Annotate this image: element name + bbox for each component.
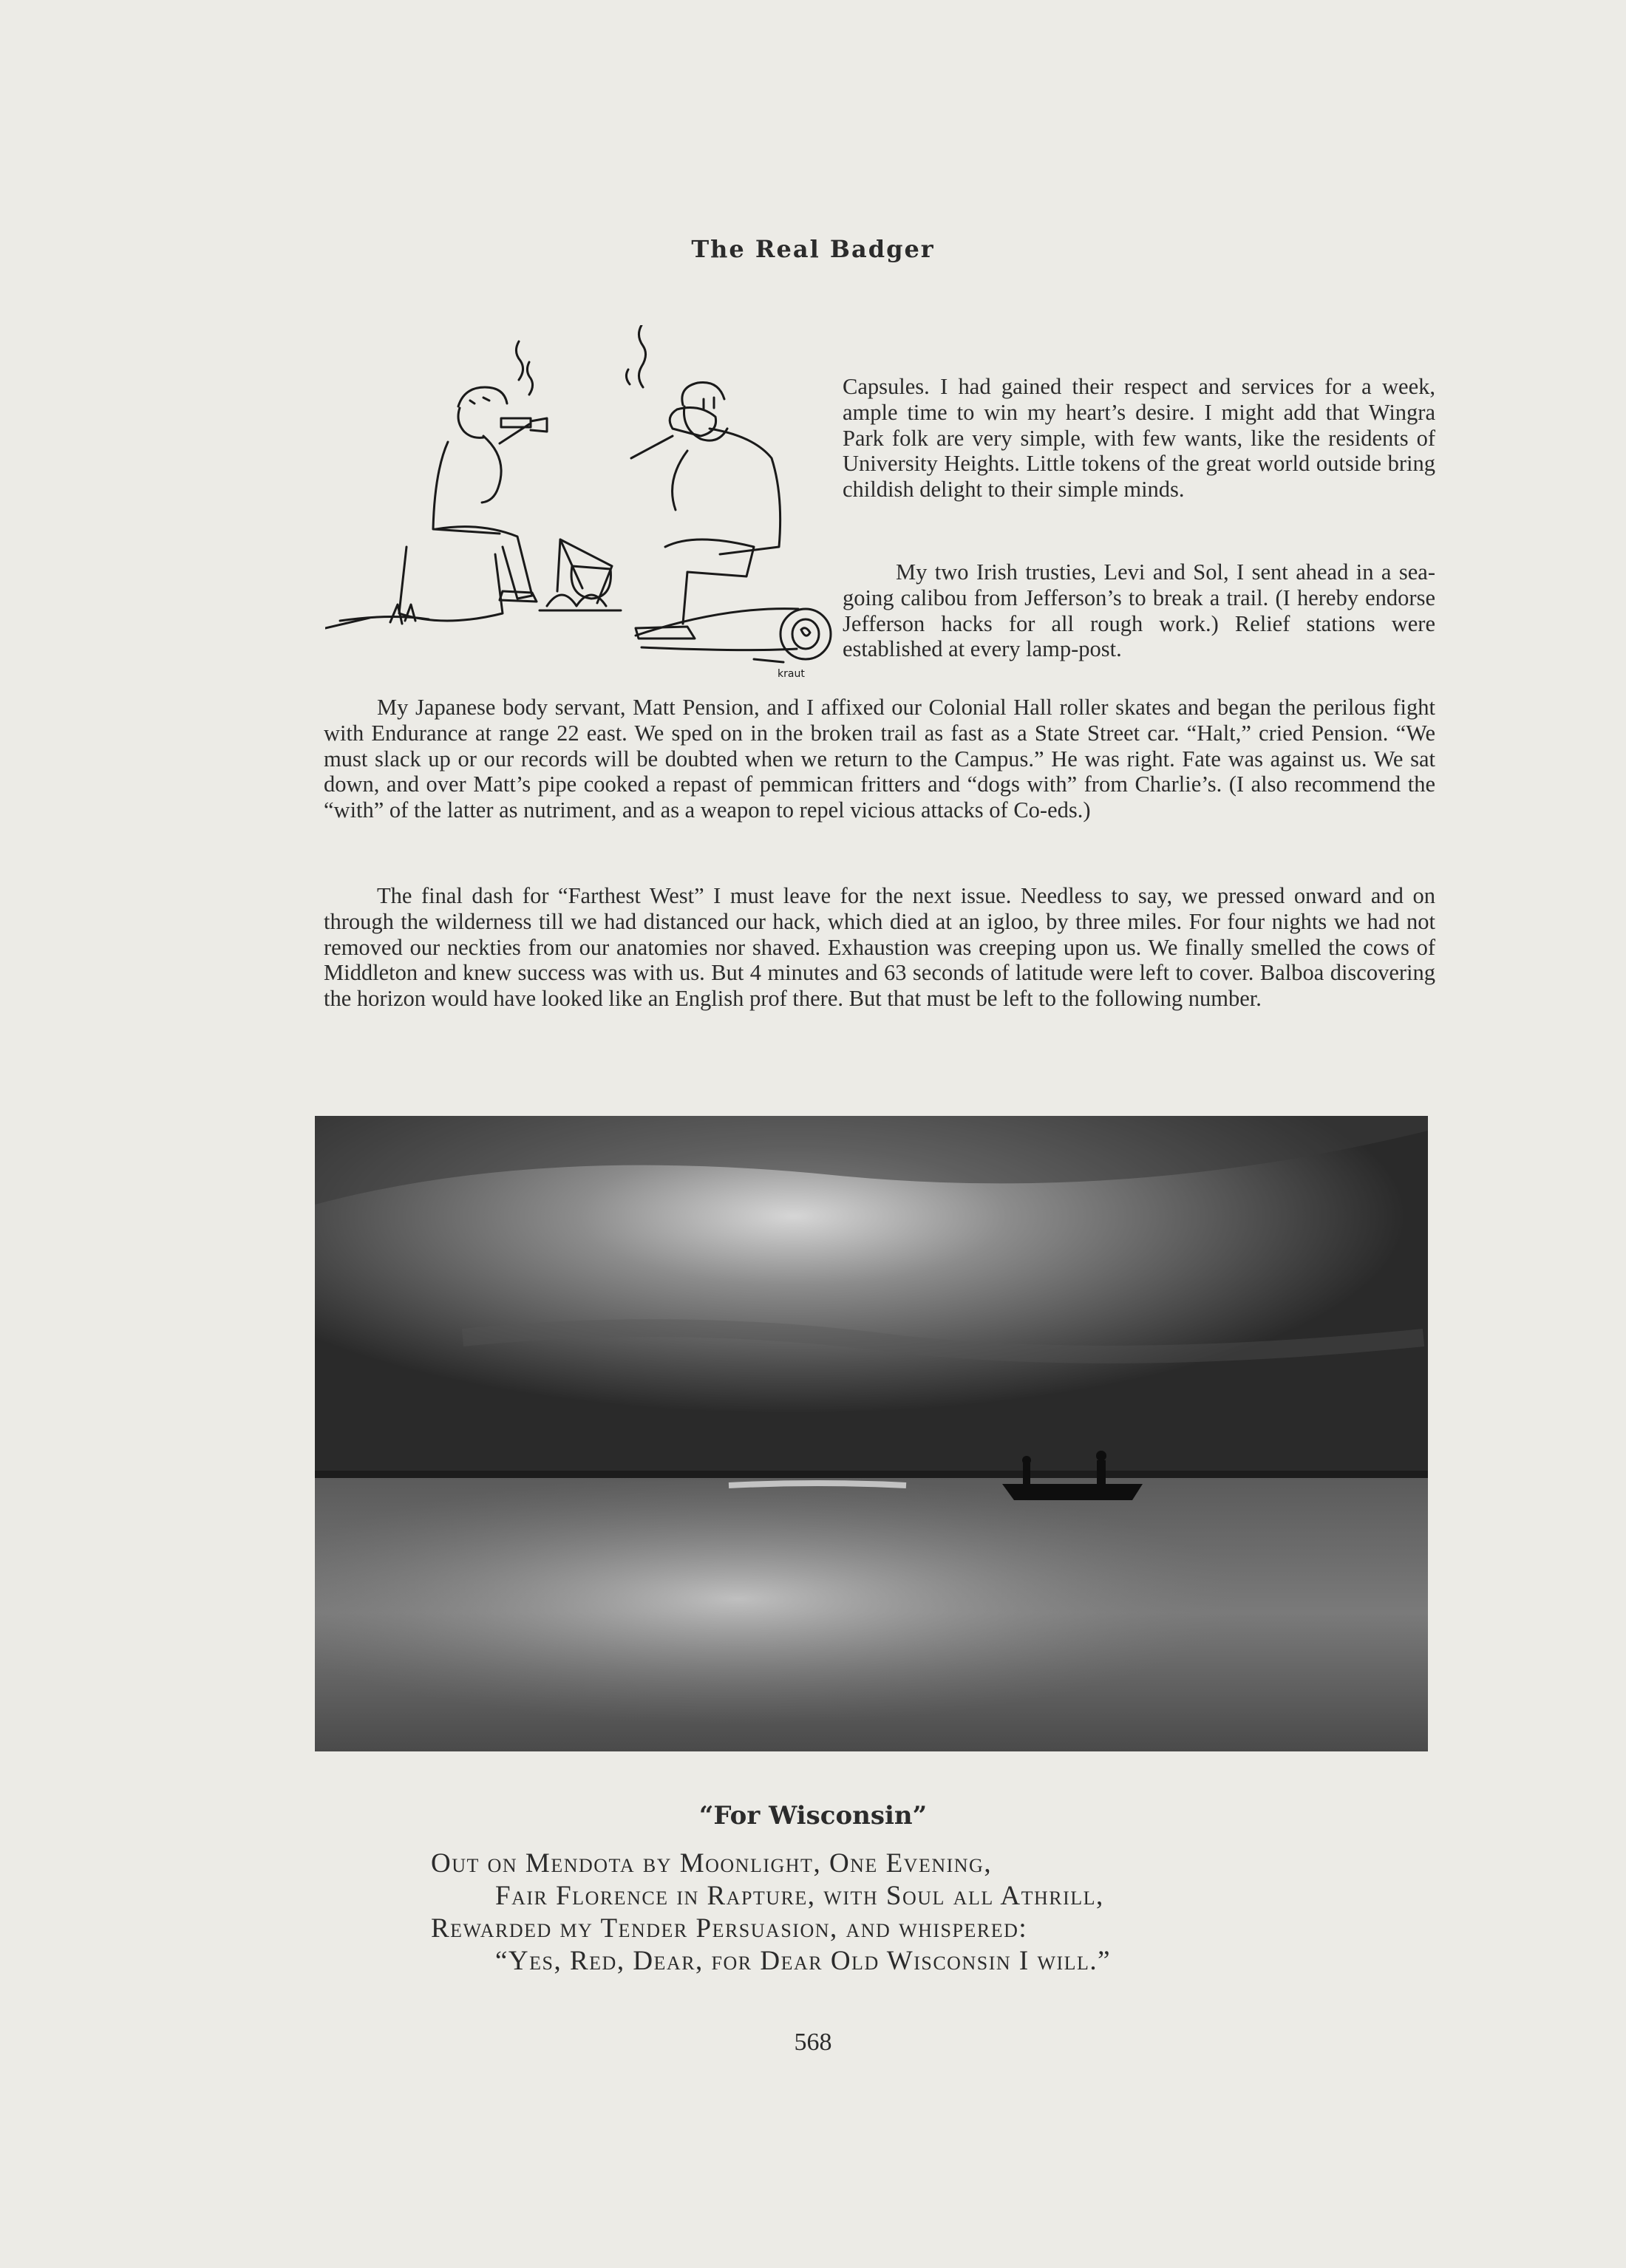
poem-line: “Yes, Red, Dear, for Dear Old Wisconsin I will.”	[495, 1946, 1112, 1976]
lake-moonlight-photograph	[315, 1116, 1428, 1751]
paragraph-1: Capsules. I had gained their respect and services for a week, ample time to win my heart’s desire. I might add that Wingra Park folk are very simple, with few wants, like the residents of University Heights. Little tokens of the great world outside bring childish delight to their simple minds.	[843, 374, 1435, 503]
poem-title: “For Wisconsin”	[698, 1801, 928, 1831]
cartoon-illustration	[325, 325, 843, 687]
paragraph-4: The final dash for “Farthest West” I must leave for the next issue. Needless to say, we pressed onward and on through the wilderness till we had distanced our hack, which died at an igloo, by three miles. For four nights we had not removed our neckties from our anatomies nor shaved. Exhaustion was creeping upon us. We finally smelled the cows of Middleton and knew success was with us. But 4 minutes and 63 seconds of latitude were left to cover. Balboa discovering the horizon would have looked like an English prof there. But that must be left to the following number.	[324, 883, 1435, 1012]
running-head: The Real Badger	[691, 235, 935, 263]
poem-line: Rewarded my Tender Persuasion, and whispered:	[431, 1913, 1028, 1944]
paragraph-2: My two Irish trusties, Levi and Sol, I sent ahead in a sea-going calibou from Jefferson’s to break a trail. (I hereby endorse Jefferson hacks for all rough work.) Relief stations were established at every lamp-post.	[843, 559, 1435, 662]
page-number: 568	[794, 2029, 832, 2056]
poem-line: Out on Mendota by Moonlight, One Evening,	[431, 1848, 993, 1879]
paragraph-3: My Japanese body servant, Matt Pension, and I affixed our Colonial Hall roller skates and began the perilous fight with Endurance at range 22 east. We sped on in the broken trail as fast as a State Street car. “Halt,” cried Pension. “We must slack up or our records will be doubted when we return to the Campus.” He was right. Fate was against us. We sat down, and over Matt’s pipe cooked a repast of pemmican fritters and “dogs with” from Charlie’s. (I also recommend the “with” of the latter as nutriment, and as a weapon to repel vicious attacks of Co-eds.)	[324, 695, 1435, 823]
poem-line: Fair Florence in Rapture, with Soul all Athrill,	[495, 1881, 1104, 1911]
illustration-signature: kraut	[778, 668, 805, 680]
